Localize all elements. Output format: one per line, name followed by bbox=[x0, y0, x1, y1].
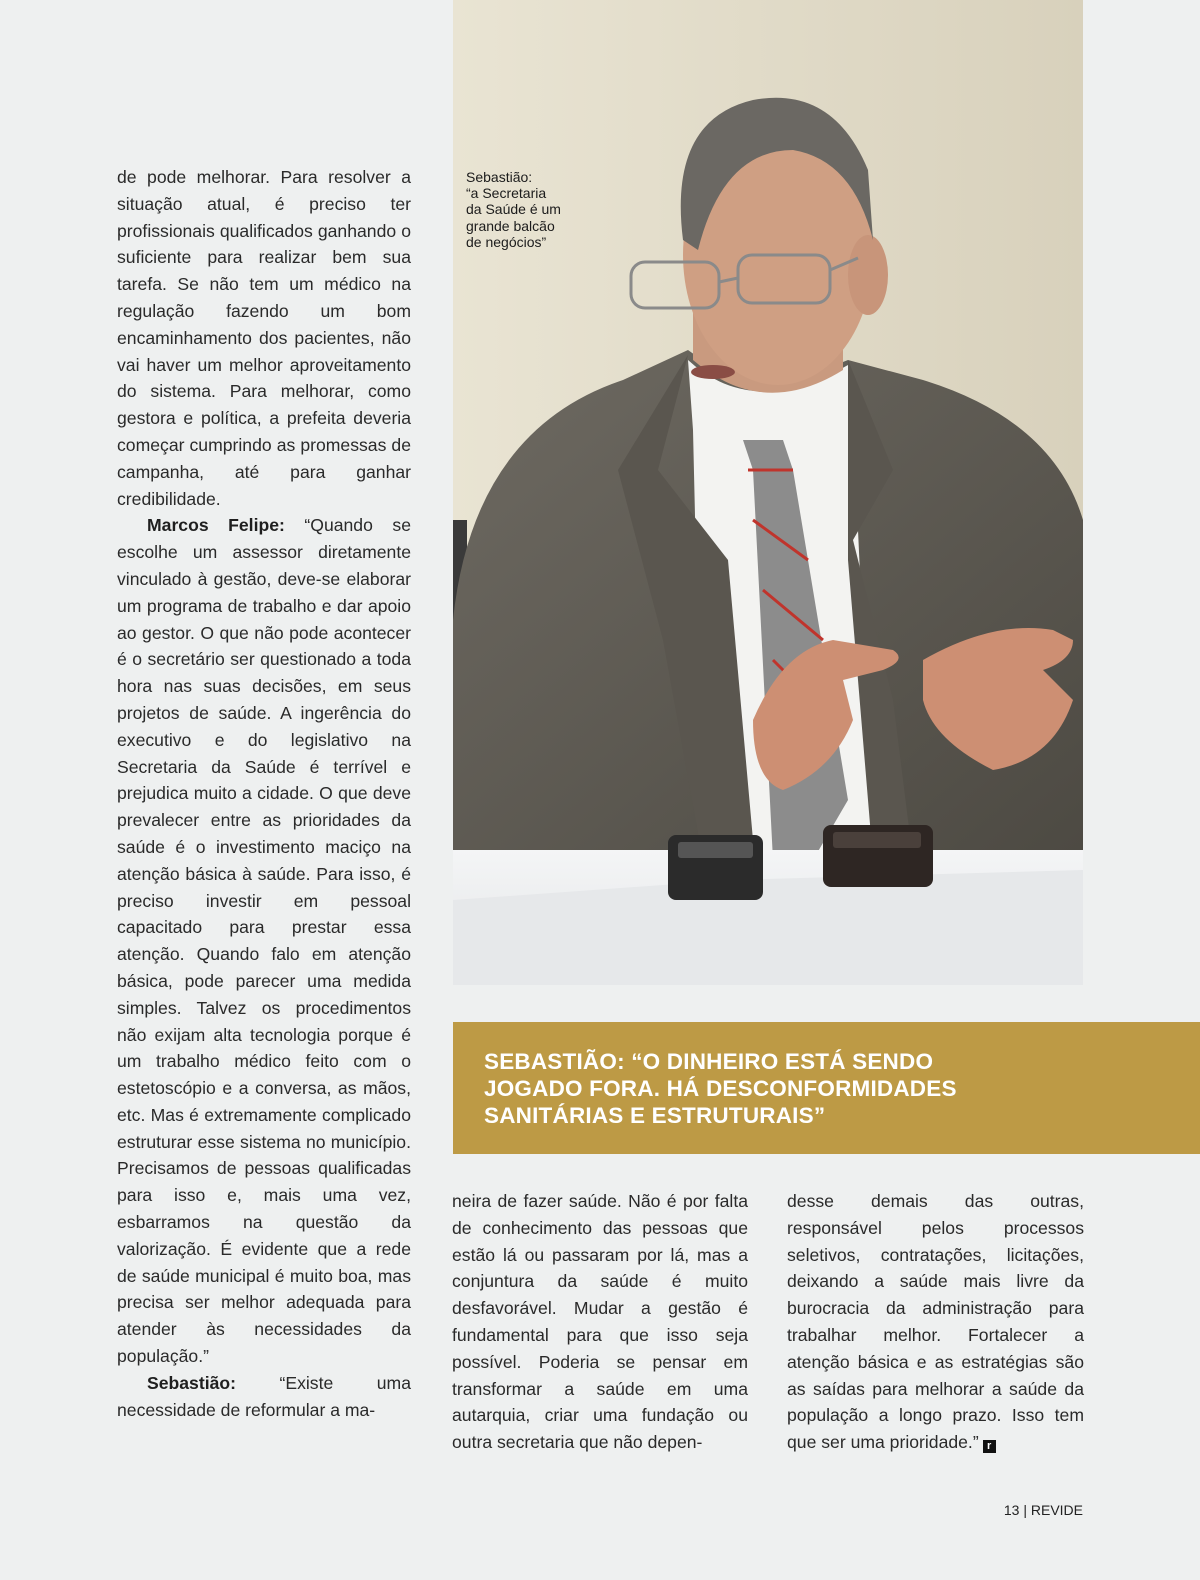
article-column-2 bbox=[452, 1188, 748, 1456]
paragraph-column-3-text: desse demais das outras, responsável pelos processos seletivos, contratações, licitações, deixando a saúde mais livre da burocracia da administração para trabalhar melhor. Fortalecer a atenção básica e as estratégias são as saídas para melhorar a saúde da população a longo prazo. Isso tem que ser uma prioridade.” bbox=[787, 1191, 1084, 1453]
pull-quote bbox=[484, 1048, 1164, 1129]
end-of-article-mark-icon: r bbox=[983, 1440, 996, 1453]
paragraph-sebastiao bbox=[117, 1370, 411, 1424]
paragraph-2-text: “Quando se escolhe um assessor diretamente vinculado à gestão, deve-se elaborar um programa de trabalho e dar apoio ao gestor. O que não pode acontecer é o secretário ser questionado a toda hora nas suas decisões, em seus projetos de saúde. A ingerência do executivo e do legislativo na Secretaria da Saúde é terrível e prejudica muito a cidade. O que deve prevalecer entre as prioridades da saúde é o investimento maciço na atenção básica à saúde. Para isso, é preciso investir em pessoal capacitado para prestar essa atenção. Quando falo em atenção básica, pode parecer uma medida simples. Talvez os procedimentos não exijam alta tecnologia porque é um trabalho médico feito com o estetoscópio e a conversa, as mãos, etc. Mas é extremamente complicado estruturar esse sistema no município. Precisamos de pessoas qualificadas para isso e, mais uma vez, esbarramos na questão da valorização. É evidente que a rede de saúde municipal é muito boa, mas precisa ser melhor adequada para atender às necessidades da população.” bbox=[117, 515, 411, 1367]
article-column-3 bbox=[787, 1188, 1084, 1456]
speaker-marcos-felipe: Marcos Felipe: bbox=[147, 515, 285, 536]
caption-line: da Saúde é um bbox=[466, 201, 561, 218]
paragraph-marcos-felipe bbox=[117, 512, 411, 1370]
speaker-sebastiao: Sebastião: bbox=[147, 1372, 236, 1393]
pull-quote-line: SEBASTIÃO: “O DINHEIRO ESTÁ SENDO bbox=[484, 1049, 934, 1074]
caption-line: “a Secretaria bbox=[466, 185, 547, 202]
caption-line: Sebastião: bbox=[466, 169, 533, 185]
photo-caption bbox=[466, 169, 596, 250]
pull-quote-line: SANITÁRIAS E ESTRUTURAIS” bbox=[484, 1103, 826, 1128]
paragraph-column-3 bbox=[787, 1188, 1084, 1456]
paragraph-column-2: neira de fazer saúde. Não é por falta de conhecimento das pessoas que estão lá ou passaram por lá, mas a conjuntura da saúde é muito desfavorável. Mudar a gestão é fundamental para que isso seja possível. Poderia se pensar em transformar a saúde em uma autarquia, criar uma fundação ou outra secretaria que não depen- bbox=[452, 1191, 748, 1453]
page-footer bbox=[1004, 1502, 1083, 1518]
pull-quote-box bbox=[453, 1022, 1200, 1154]
page-number: 13 bbox=[1003, 1502, 1020, 1518]
magazine-name: REVIDE bbox=[1030, 1502, 1083, 1518]
photo-sebastiao bbox=[453, 0, 1083, 985]
footer-separator: | bbox=[1023, 1502, 1027, 1518]
pull-quote-line: JOGADO FORA. HÁ DESCONFORMIDADES bbox=[484, 1076, 957, 1101]
caption-line: de negócios” bbox=[466, 233, 547, 250]
caption-line: grande balcão bbox=[466, 217, 555, 234]
paragraph-3-text: “Existe uma necessidade de reformular a ma- bbox=[117, 1372, 411, 1420]
paragraph-1: de pode melhorar. Para resolver a situação atual, é preciso ter profissionais qualificados ganhando o suficiente para realizar bem sua tarefa. Se não tem um médico na regulação fazendo um bom encaminhamento dos pacientes, não vai haver um melhor aproveitamento do sistema. Para melhorar, como gestora e política, a prefeita deveria começar cumprindo as promessas de campanha, até para ganhar credibilidade. bbox=[117, 167, 411, 509]
photo-illustration bbox=[453, 0, 1083, 985]
article-column-1 bbox=[117, 164, 411, 1423]
